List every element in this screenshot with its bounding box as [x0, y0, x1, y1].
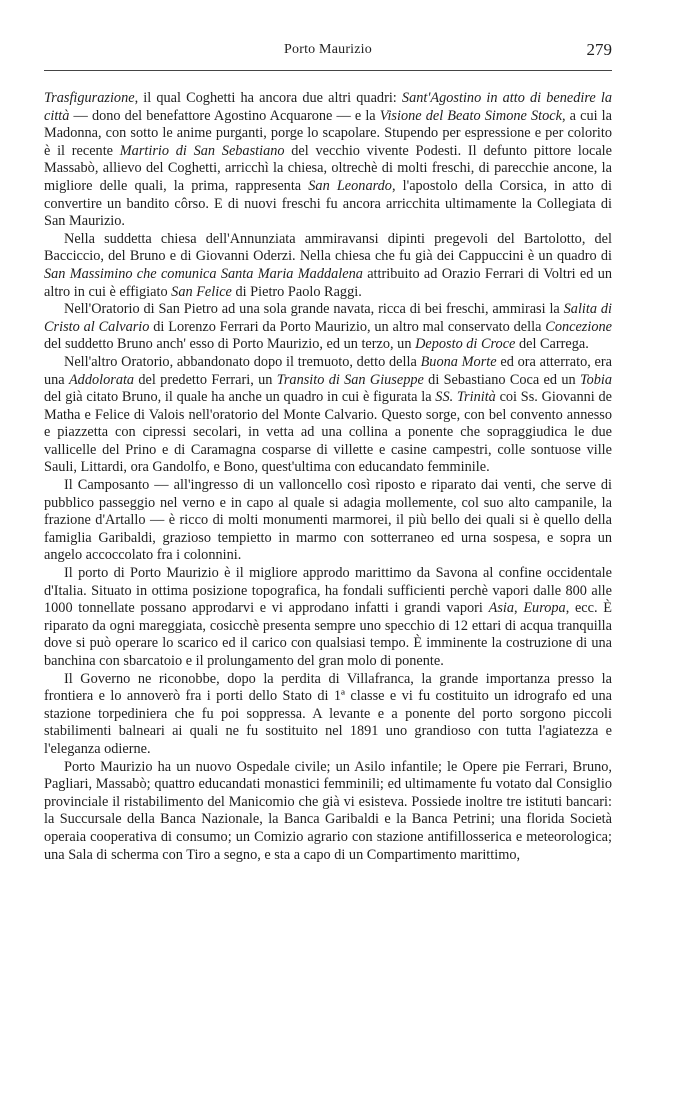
- text-run: Porto Maurizio ha un nuovo Ospedale civile; un Asilo infantile; le Opere pie Ferrari, Bruno, Pagliari, Massabò; quattro educandati monastici femminili; ed ultimamente fu votato dal Consiglio provinciale il ristabilimento del Manicomio che già vi esisteva. Possiede inoltre tre istituti bancari: la Succursale della Banca Nazionale, la Banca Garibaldi e la Banca Petrini; una florida Società operaia cooperativa di consumo; un Comizio agrario con stazione antifillosserica e meteorologica; una Sala di scherma con Tiro a segno, e sta a capo di un Compartimento marittimo,: [44, 758, 612, 863]
- text-run: di Pietro Paolo Raggi.: [231, 283, 362, 300]
- paragraph: [44, 354, 612, 477]
- italic-title-text: Transito di San Giuseppe: [276, 371, 424, 388]
- paragraph: [44, 90, 612, 231]
- italic-title-text: Tobia: [579, 371, 612, 388]
- italic-title-text: Trasfigurazione: [44, 90, 135, 106]
- paragraph: [44, 565, 612, 671]
- page-header: [44, 42, 612, 62]
- italic-title-text: San Felice: [171, 283, 232, 300]
- italic-title-text: San Leonardo: [308, 177, 392, 194]
- paragraph: [44, 301, 612, 354]
- italic-title-text: Europa: [523, 600, 566, 617]
- italic-title-text: Salita di Cristo al Calvario: [44, 301, 612, 335]
- text-run: , l'apostolo della Corsica, in atto di convertire un bandito côrso. E di nuovi freschi fu ancora arricchita ultimamente la Collegiata di San Maurizio.: [44, 177, 612, 230]
- text-run: del suddetto Bruno anch' esso di Porto Maurizio, ed un terzo, un: [44, 336, 416, 353]
- text-run: Il porto di Porto Maurizio è il migliore approdo marittimo da Savona al confine occidentale d'Italia. Situato in ottima posizione topografica, ha fondali sufficienti perchè vapori dalle 800 alle 1000 tonnellate possano approdarvi e vi approdano infatti i grandi vapori: [44, 565, 612, 617]
- text-run: del predetto Ferrari, un: [134, 371, 277, 388]
- text-run: ,: [514, 600, 524, 617]
- paragraph: [44, 759, 612, 865]
- text-run: attribuito ad Orazio Ferrari di Voltri ed un altro in cui è effigiato: [44, 265, 612, 300]
- text-run: , a cui la Madonna, con sotto le anime purganti, porge lo scapolare. Stupendo per espressione e per colorito è il recente: [44, 107, 612, 159]
- italic-title-text: Concezione: [545, 318, 612, 335]
- italic-title-text: Visione del Beato Simone Stock: [379, 107, 562, 124]
- text-run: del Carrega.: [515, 336, 589, 353]
- italic-title-text: Deposto di Croce: [415, 336, 516, 353]
- italic-title-text: Sant'Agostino in atto di benedire la città: [44, 90, 612, 124]
- paragraph: [44, 477, 612, 565]
- italic-title-text: San Massimino che comunica Santa Maria Maddalena: [44, 265, 363, 282]
- text-run: Nella suddetta chiesa dell'Annunziata ammiravansi dipinti pregevoli del Bartolotto, del Bacciccio, del Bruno e di Giovanni Oderzi. Nella chiesa che fu già dei Cappuccini è un quadro di: [44, 230, 612, 265]
- header-rule: [44, 70, 612, 71]
- paragraph: [44, 231, 612, 301]
- italic-title-text: Martirio di San Sebastiano: [119, 142, 285, 159]
- text-run: — dono del benefattore Agostino Acquarone — e la: [69, 107, 380, 124]
- running-title: Porto Maurizio: [284, 42, 372, 57]
- text-run: ed ora atterrato, era una: [44, 353, 613, 388]
- text-run: , ecc. È riparato da ogni mareggiata, cosicchè presenta sempre uno specchio di 12 ettari di acqua tranquilla dove si può operare lo scarico ed il carico con qualsiasi tempo. È imminente la costruzione di una banchina con sbarcatoio e il prolungamento del gran molo di ponente.: [44, 600, 613, 669]
- text-run: di Lorenzo Ferrari da Porto Maurizio, un altro mal conservato della: [149, 318, 546, 335]
- text-run: Nell'Oratorio di San Pietro ad una sola grande navata, ricca di bei freschi, ammirasi la: [64, 301, 564, 318]
- italic-title-text: Asia: [488, 600, 515, 617]
- text-run: Il Camposanto — all'ingresso di un valloncello così riposto e riparato dai venti, che serve di pubblico passeggio nel verno e in capo al quale si adagia mollemente, col suo alto campanile, la frazione d'Artallo — è ricco di molti monumenti marmorei, il più bello dei quali si è quello della famiglia Garibaldi, grazioso tempietto in marmo con sotterraneo ed urna sospesa, e sopra un angelo accoccolato fra i colonnini.: [44, 477, 612, 564]
- text-run: , il qual Coghetti ha ancora due altri quadri:: [134, 90, 402, 106]
- text-run: coi Ss. Giovanni de Matha e Felice di Valois nell'oratorio del Monte Calvario. Questo sorge, con bel convento annesso e piazzetta con cipressi secolari, in vetta ad una collina a ponente che sopraggiudica le due vallicelle del Prino e di Caramagna cosparse di villette e casine campestri, colle sontuose ville Sauli, Littardi, ora Gandolfo, e Bono, quest'ultima con educandato femminile.: [44, 389, 612, 476]
- page-number: 279: [586, 40, 612, 59]
- italic-title-text: SS. Trinità: [435, 389, 496, 406]
- text-run: Nell'altro Oratorio, abbandonato dopo il tremuoto, detto della: [64, 353, 421, 370]
- paragraph: [44, 671, 612, 759]
- text-run: del già citato Bruno, il quale ha anche un quadro in cui è figurata la: [44, 389, 436, 406]
- text-run: del vecchio vivente Podesti. Il defunto pittore locale Massabò, allievo del Coghetti, arricchì la chiesa, oltrechè di molti freschi, di parecchie ancone, la migliore delle quali, la prima, rappresenta: [44, 142, 612, 194]
- text-run: di Sebastiano Coca ed un: [423, 371, 580, 388]
- italic-title-text: Buona Morte: [420, 353, 497, 370]
- italic-title-text: Addolorata: [68, 371, 135, 388]
- body-text: [44, 90, 612, 864]
- text-run: Il Governo ne riconobbe, dopo la perdita di Villafranca, la grande importanza presso la frontiera e lo annoverò fra i porti dello Stato di 1ª classe e vi fu costituito un idrografo ed una stazione torpediniera che fu poi soppressa. A levante e a ponente del porto sorgono piccoli stabilimenti balneari ai quali ne fu sostituito nel 1891 uno grandioso con tutta l'agiatezza e l'eleganza odierne.: [44, 670, 612, 757]
